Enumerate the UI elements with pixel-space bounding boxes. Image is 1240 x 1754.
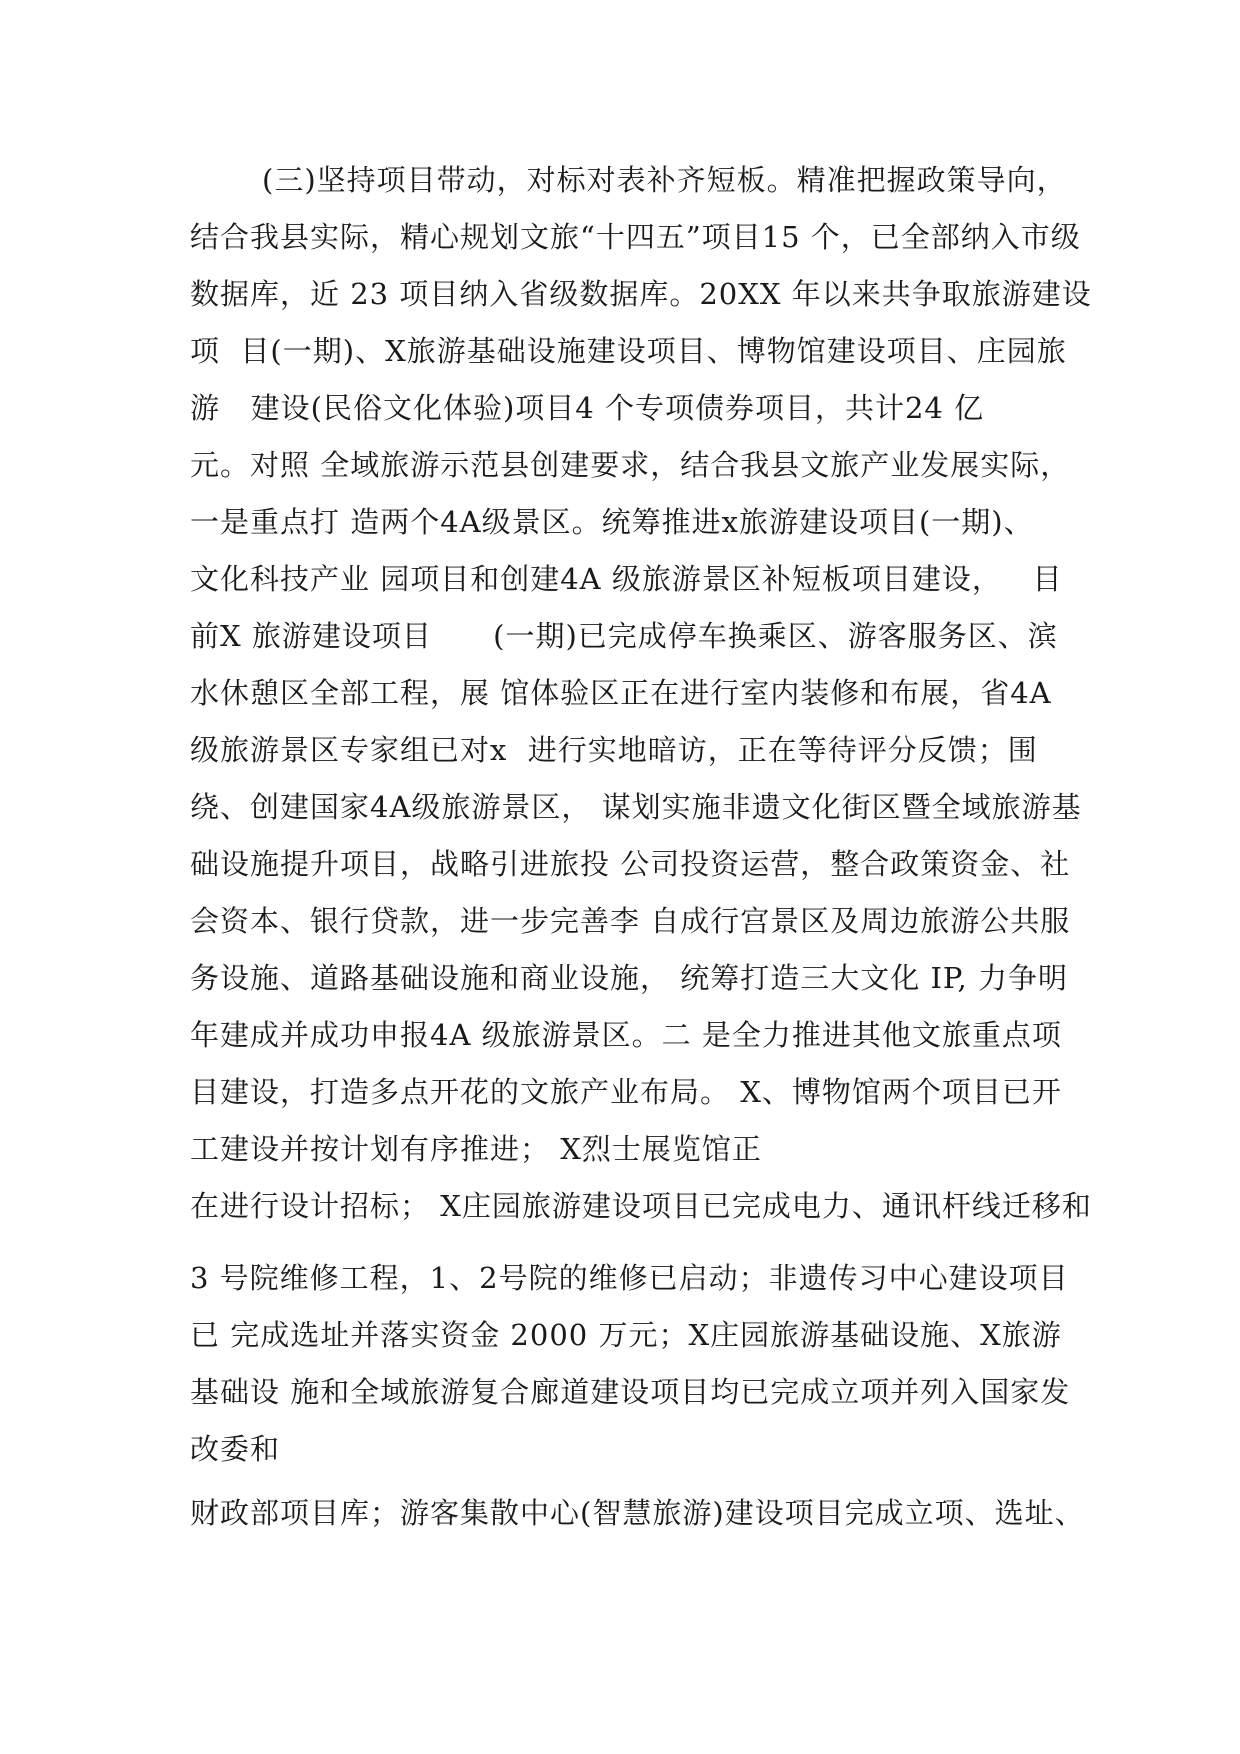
paragraph-line-3: 数据库，近 23 项目纳入省级数据库。20XX 年以来共争取旅游建设 (190, 277, 1092, 311)
paragraph-line-14: 会资本、银行贷款，进一步完善李 自成行宫景区及周边旅游公共服 (190, 904, 1071, 938)
paragraph-line-1: (三)坚持项目带动，对标对表补齐短板。精准把握政策导向， (262, 163, 1067, 197)
paragraph-line-20: 3 号院维修工程，1、2号院的维修已启动；非遗传习中心建设项目 (190, 1261, 1069, 1295)
paragraph-line-18: 工建设并按计划有序推进； X烈士展览馆正 (190, 1132, 762, 1166)
paragraph-line-9: 前X 旅游建设项目 (一期)已完成停车换乘区、游客服务区、滨 (190, 619, 1058, 653)
paragraph-line-8: 文化科技产业 园项目和创建4A 级旅游景区补短板项目建设， 目 (190, 562, 1063, 596)
paragraph-line-10: 水休憩区全部工程，展 馆体验区正在进行室内装修和布展，省4A (190, 676, 1052, 710)
paragraph-line-21: 已 完成选址并落实资金 2000 万元；X庄园旅游基础设施、X旅游 (190, 1318, 1062, 1352)
paragraph-line-13: 础设施提升项目，战略引进旅投 公司投资运营，整合政策资金、社 (190, 847, 1071, 881)
paragraph-line-23: 改委和 (190, 1432, 281, 1466)
paragraph-line-16: 年建成并成功申报4A 级旅游景区。二 是全力推进其他文旅重点项 (190, 1018, 1062, 1052)
paragraph-line-7: 一是重点打 造两个4A级景区。统筹推进x旅游建设项目(一期)、 (190, 505, 1034, 539)
paragraph-line-4: 项 目(一期)、X旅游基础设施建设项目、博物馆建设项目、庄园旅 (190, 334, 1067, 368)
paragraph-line-12: 绕、创建国家4A级旅游景区， 谋划实施非遗文化街区暨全域旅游基 (190, 790, 1082, 824)
paragraph-line-24: 财政部项目库；游客集散中心(智慧旅游)建设项目完成立项、选址、 (190, 1496, 1085, 1530)
paragraph-line-19: 在进行设计招标； X庄园旅游建设项目已完成电力、通讯杆线迁移和 (190, 1189, 1092, 1223)
paragraph-line-2: 结合我县实际，精心规划文旅“十四五”项目15 个，已全部纳入市级 (190, 220, 1081, 254)
paragraph-line-6: 元。对照 全域旅游示范县创建要求，结合我县文旅产业发展实际， (190, 448, 1071, 482)
paragraph-line-15: 务设施、道路基础设施和商业设施， 统筹打造三大文化 IP, 力争明 (190, 961, 1068, 995)
paragraph-line-5: 游 建设(民俗文化体验)项目4 个专项债券项目，共计24 亿 (190, 391, 985, 425)
paragraph-line-17: 目建设，打造多点开花的文旅产业布局。 X、博物馆两个项目已开 (190, 1075, 1062, 1109)
paragraph-line-11: 级旅游景区专家组已对x 进行实地暗访，正在等待评分反馈；围 (190, 733, 1038, 767)
paragraph-line-22: 基础设 施和全域旅游复合廊道建设项目均已完成立项并列入国家发 (190, 1375, 1071, 1409)
